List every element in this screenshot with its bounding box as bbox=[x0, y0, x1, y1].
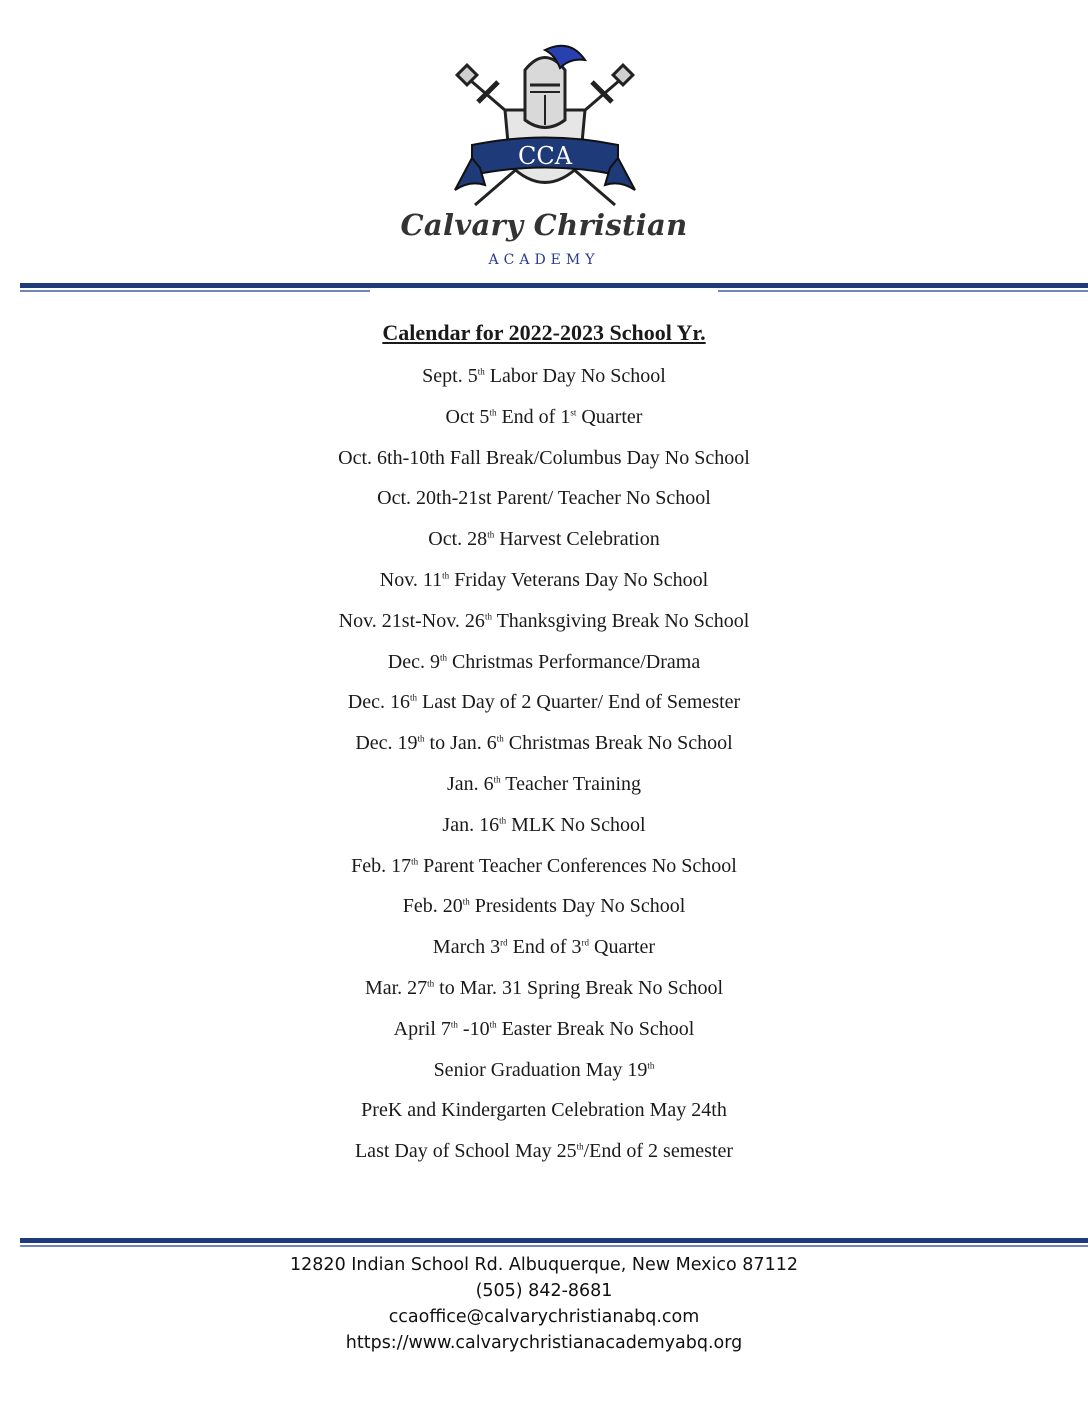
event-text: Christmas Break No School bbox=[503, 732, 733, 755]
event-item bbox=[0, 852, 1088, 893]
event-text: Nov. 11 bbox=[379, 568, 443, 591]
event-text: Dec. 9 bbox=[387, 650, 440, 673]
event-text: /End of 2 semester bbox=[583, 1140, 734, 1163]
event-text: Oct. 28 bbox=[428, 528, 488, 551]
event-item bbox=[0, 974, 1088, 1015]
event-text: Senior Graduation May 19 bbox=[433, 1058, 648, 1081]
event-item bbox=[0, 729, 1088, 770]
event-text: Jan. 6 bbox=[446, 772, 494, 795]
event-text: Parent Teacher Conferences No School bbox=[418, 854, 737, 877]
event-text: Friday Veterans Day No School bbox=[449, 568, 709, 591]
event-text: End of 3 bbox=[507, 936, 582, 959]
event-text: Labor Day No School bbox=[484, 365, 666, 387]
ordinal-suffix: th bbox=[442, 570, 450, 581]
event-text: Last Day of School May 25 bbox=[354, 1140, 577, 1163]
event-item bbox=[0, 1096, 1088, 1137]
event-item bbox=[0, 362, 1088, 403]
event-item bbox=[0, 566, 1088, 607]
ordinal-suffix: th bbox=[450, 1019, 458, 1030]
event-text: PreK and Kindergarten Celebration May 24th bbox=[361, 1099, 727, 1122]
event-text: Presidents Day No School bbox=[469, 895, 686, 918]
event-text: to Jan. 6 bbox=[424, 732, 497, 755]
ordinal-suffix: rd bbox=[500, 937, 508, 948]
event-text: March 3 bbox=[432, 936, 501, 959]
event-text: End of 1 bbox=[496, 405, 571, 428]
footer-phone: (505) 842-8681 bbox=[475, 1281, 613, 1301]
ordinal-suffix: th bbox=[489, 407, 497, 418]
event-text: -10 bbox=[457, 1017, 490, 1040]
event-item bbox=[0, 607, 1088, 648]
event-text: Oct. 20th-21st Parent/ Teacher No School bbox=[377, 487, 711, 510]
calendar-title: Calendar for 2022-2023 School Yr. bbox=[382, 320, 706, 345]
event-item bbox=[0, 403, 1088, 444]
footer-divider bbox=[20, 1238, 1088, 1248]
event-item bbox=[0, 1015, 1088, 1056]
logo-banner-text: CCA bbox=[517, 142, 573, 170]
ordinal-suffix: th bbox=[477, 366, 485, 377]
ordinal-suffix: th bbox=[487, 529, 495, 540]
event-text: Easter Break No School bbox=[496, 1017, 695, 1040]
ordinal-suffix: th bbox=[484, 611, 492, 622]
event-item bbox=[0, 892, 1088, 933]
event-item bbox=[0, 1137, 1088, 1178]
event-item bbox=[0, 1056, 1088, 1097]
ordinal-suffix: th bbox=[417, 733, 425, 744]
ordinal-suffix: th bbox=[496, 733, 504, 744]
event-list bbox=[0, 362, 1088, 1178]
event-text: Dec. 16 bbox=[347, 691, 410, 714]
ordinal-suffix: th bbox=[493, 774, 501, 785]
ordinal-suffix: rd bbox=[581, 937, 589, 948]
event-text: Mar. 27 bbox=[364, 976, 428, 999]
ordinal-suffix: th bbox=[427, 978, 435, 989]
ordinal-suffix: th bbox=[499, 815, 507, 826]
event-text: Oct 5 bbox=[445, 405, 490, 428]
ordinal-suffix: th bbox=[439, 651, 447, 662]
ordinal-suffix: th bbox=[411, 855, 419, 866]
event-text: April 7 bbox=[393, 1017, 451, 1040]
header-divider bbox=[20, 283, 1088, 293]
ordinal-suffix: st bbox=[570, 407, 577, 418]
footer-contact bbox=[0, 1252, 1088, 1356]
ordinal-suffix: th bbox=[462, 896, 470, 907]
event-item bbox=[0, 811, 1088, 852]
school-name: Calvary Christian bbox=[400, 208, 688, 242]
event-text: Feb. 20 bbox=[402, 895, 463, 918]
event-text: to Mar. 31 Spring Break No School bbox=[434, 976, 724, 999]
event-item bbox=[0, 933, 1088, 974]
event-text: Harvest Celebration bbox=[494, 528, 660, 551]
ordinal-suffix: th bbox=[647, 1059, 655, 1070]
event-text: MLK No School bbox=[506, 813, 646, 836]
school-subtitle: ACADEMY bbox=[488, 252, 600, 268]
event-item bbox=[0, 688, 1088, 729]
event-text: Christmas Performance/Drama bbox=[446, 650, 701, 673]
ordinal-suffix: th bbox=[576, 1141, 584, 1152]
event-item bbox=[0, 648, 1088, 689]
event-text: Last Day of 2 Quarter/ End of Semester bbox=[416, 691, 741, 714]
event-text: Teacher Training bbox=[500, 772, 642, 795]
footer-address: 12820 Indian School Rd. Albuquerque, New Mexico 87112 bbox=[290, 1255, 798, 1275]
event-item bbox=[0, 444, 1088, 485]
footer-email[interactable]: ccaoffice@calvarychristianabq.com bbox=[388, 1307, 700, 1327]
event-text: Sept. 5 bbox=[422, 365, 478, 387]
event-text: Quarter bbox=[589, 936, 656, 959]
event-text: Feb. 17 bbox=[351, 854, 412, 877]
event-item bbox=[0, 770, 1088, 811]
event-item bbox=[0, 525, 1088, 566]
event-text: Nov. 21st-Nov. 26 bbox=[338, 609, 485, 632]
event-text: Oct. 6th-10th Fall Break/Columbus Day No School bbox=[338, 446, 750, 469]
footer-website[interactable]: https://www.calvarychristianacademyabq.org bbox=[345, 1333, 743, 1353]
ordinal-suffix: th bbox=[409, 692, 417, 703]
event-text: Jan. 16 bbox=[442, 813, 500, 836]
event-text: Quarter bbox=[576, 405, 643, 428]
ordinal-suffix: th bbox=[489, 1019, 497, 1030]
event-text: Thanksgiving Break No School bbox=[491, 609, 750, 632]
event-text: Dec. 19 bbox=[355, 732, 418, 755]
knight-crest-icon bbox=[450, 40, 640, 210]
event-item bbox=[0, 484, 1088, 525]
